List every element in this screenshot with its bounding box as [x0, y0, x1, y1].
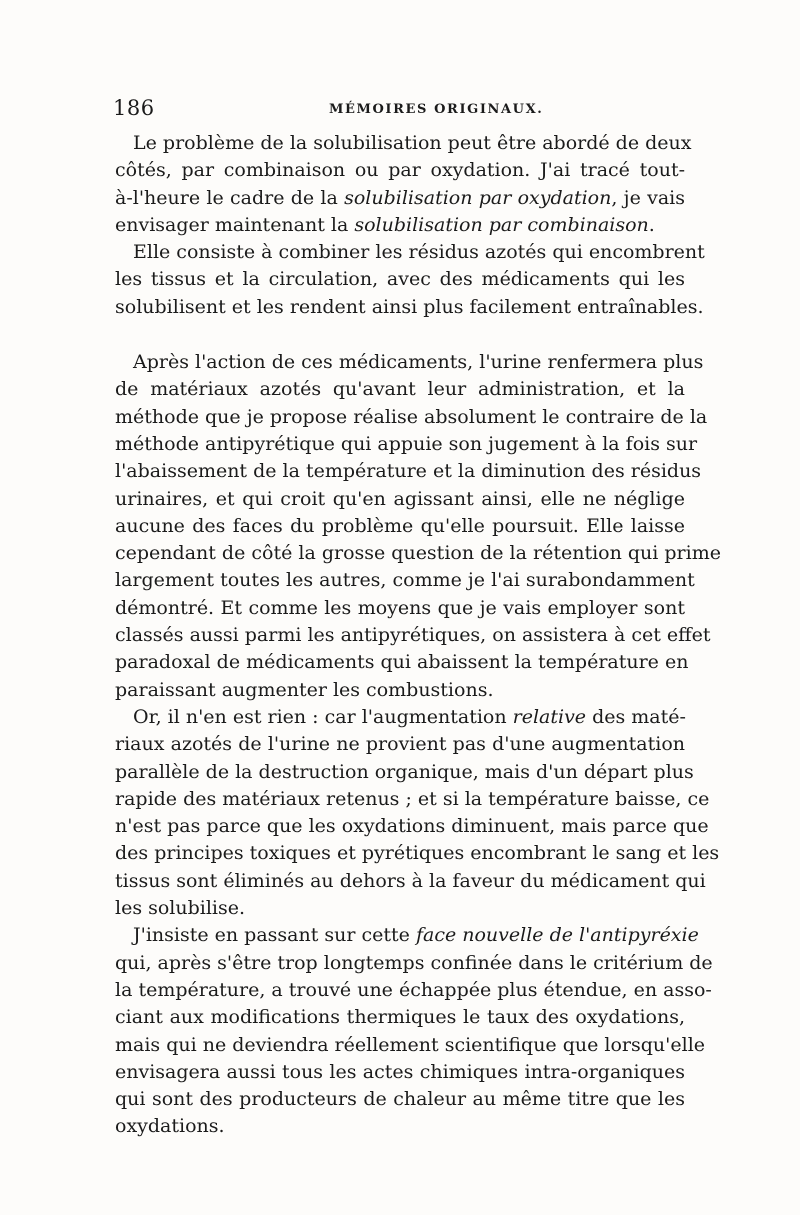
- text-line: envisager maintenant la solubilisation par combinaison.: [115, 213, 655, 236]
- text-line: démontré. Et comme les moyens que je vais employer sont: [115, 596, 685, 619]
- text-line: la température, a trouvé une échappée plus étendue, en asso-: [115, 978, 712, 1001]
- paragraph: [115, 922, 713, 1140]
- text-line: des principes toxiques et pyrétiques encombrant le sang et les: [115, 842, 720, 865]
- body-text: [115, 130, 721, 1141]
- paragraph: [115, 239, 705, 321]
- text-line: à-l'heure le cadre de la solubilisation par oxydation, je vais: [115, 186, 685, 209]
- text-line: cependant de côté la grosse question de la rétention qui prime: [115, 542, 721, 565]
- text-line: méthode antipyrétique qui appuie son jugement à la fois sur: [115, 432, 698, 455]
- text-line: mais qui ne deviendra réellement scientifique que lorsqu'elle: [115, 1033, 706, 1056]
- paragraph-gap: [115, 321, 685, 349]
- text-line: tissus sont éliminés au dehors à la faveur du médicament qui: [115, 869, 706, 892]
- text-line: ciant aux modifications thermiques le taux des oxydations,: [115, 1006, 685, 1029]
- page-number: 186: [113, 96, 155, 120]
- text-line: paradoxal de médicaments qui abaissent la température en: [115, 651, 689, 674]
- text-line: Or, il n'en est rien : car l'augmentation relative des maté-: [133, 705, 686, 728]
- text-line: qui, après s'être trop longtemps confinée dans le critérium de: [115, 951, 713, 974]
- text-line: classés aussi parmi les antipyrétiques, on assistera à cet effet: [115, 624, 711, 647]
- text-line: J'insiste en passant sur cette face nouvelle de l'antipyréxie: [133, 924, 699, 947]
- italic-phrase: solubilisation par combinaison: [354, 213, 649, 236]
- text-line: parallèle de la destruction organique, mais d'un départ plus: [115, 760, 694, 783]
- text-line: les solubilise.: [115, 897, 246, 920]
- text-line: solubilisent et les rendent ainsi plus facilement entraînables.: [115, 295, 704, 318]
- italic-phrase: relative: [512, 705, 587, 728]
- text-line: largement toutes les autres, comme je l'ai surabondamment: [115, 569, 695, 592]
- text-line: Après l'action de ces médicaments, l'urine renfermera plus: [133, 351, 704, 374]
- text-line: paraissant augmenter les combustions.: [115, 678, 494, 701]
- text-line: l'abaissement de la température et la diminution des résidus: [115, 460, 702, 483]
- text-line: de matériaux azotés qu'avant leur administration, et la: [115, 378, 685, 401]
- text-line: les tissus et la circulation, avec des médicaments qui les: [115, 268, 685, 291]
- text-line: oxydations.: [115, 1115, 225, 1138]
- paragraph: [115, 349, 721, 704]
- text-line: Elle consiste à combiner les résidus azotés qui encombrent: [133, 241, 705, 264]
- text-line: riaux azotés de l'urine ne provient pas d'une augmentation: [115, 733, 685, 756]
- running-title: MÉMOIRES ORIGINAUX.: [329, 102, 544, 117]
- paragraph: [115, 130, 692, 239]
- text-line: urinaires, et qui croit qu'en agissant ainsi, elle ne néglige: [115, 487, 685, 510]
- text-line: aucune des faces du problème qu'elle poursuit. Elle laisse: [115, 514, 685, 537]
- italic-phrase: face nouvelle de l'antipyréxie: [415, 924, 699, 947]
- text-line: méthode que je propose réalise absolument le contraire de la: [115, 405, 708, 428]
- text-line: n'est pas parce que les oxydations diminuent, mais parce que: [115, 815, 709, 838]
- text-line: Le problème de la solubilisation peut être abordé de deux: [133, 132, 692, 154]
- text-line: côtés, par combinaison ou par oxydation. J'ai tracé tout-: [115, 159, 685, 182]
- page-header: [113, 96, 685, 128]
- text-line: envisagera aussi tous les actes chimiques intra-organiques: [115, 1060, 685, 1083]
- text-line: qui sont des producteurs de chaleur au même titre que les: [115, 1088, 685, 1111]
- italic-phrase: solubilisation par oxydation: [344, 186, 612, 209]
- paragraph: [115, 704, 720, 922]
- text-line: rapide des matériaux retenus ; et si la température baisse, ce: [115, 787, 710, 810]
